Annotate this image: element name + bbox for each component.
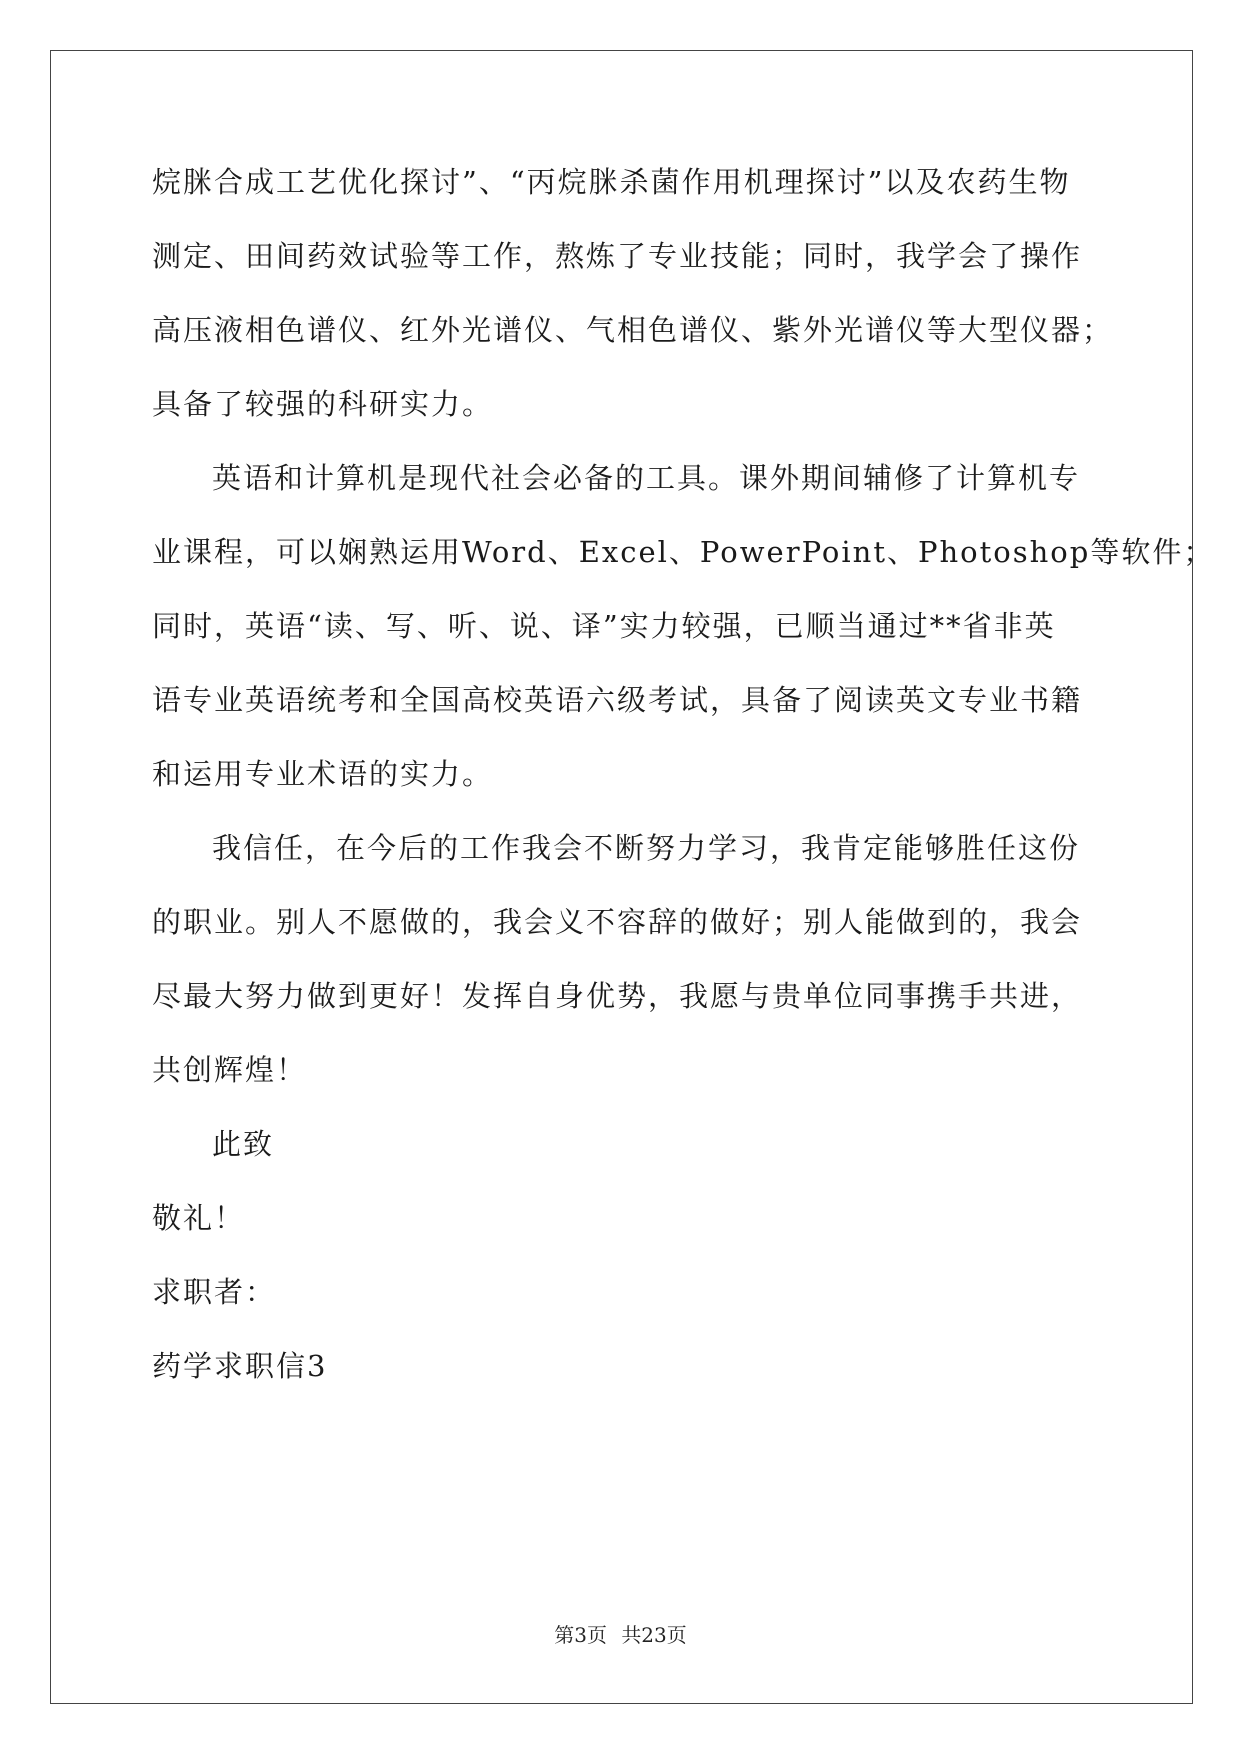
paragraph-1-line-3: 高压液相色谱仪、红外光谱仪、气相色谱仪、紫外光谱仪等大型仪器； bbox=[152, 313, 1114, 347]
page-frame bbox=[50, 50, 1193, 1704]
page-number: 第3页 bbox=[554, 1623, 607, 1647]
page-total: 共23页 bbox=[621, 1623, 687, 1647]
paragraph-3-line-2: 的职业。别人不愿做的，我会义不容辞的做好；别人能做到的，我会 bbox=[152, 905, 1083, 939]
next-section-heading: 药学求职信3 bbox=[152, 1349, 328, 1383]
signature-label: 求职者： bbox=[152, 1275, 277, 1309]
paragraph-3-line-4: 共创辉煌！ bbox=[152, 1053, 308, 1087]
paragraph-2-line-2: 业课程，可以娴熟运用Word、Excel、PowerPoint、Photoshop等软件； bbox=[152, 535, 1215, 569]
paragraph-2-line-1: 英语和计算机是现代社会必备的工具。课外期间辅修了计算机专 bbox=[212, 461, 1081, 495]
closing-salutation: 此致 bbox=[212, 1127, 275, 1161]
closing-regards: 敬礼！ bbox=[152, 1201, 246, 1235]
paragraph-3-line-3: 尽最大努力做到更好！发挥自身优势，我愿与贵单位同事携手共进， bbox=[152, 979, 1083, 1013]
page-footer bbox=[0, 1622, 1241, 1648]
paragraph-1-line-4: 具备了较强的科研实力。 bbox=[152, 387, 494, 421]
paragraph-2-line-3: 同时，英语“读、写、听、说、译”实力较强，已顺当通过**省非英 bbox=[152, 609, 1056, 643]
paragraph-2-line-5: 和运用专业术语的实力。 bbox=[152, 757, 494, 791]
paragraph-1-line-2: 测定、田间药效试验等工作，熬炼了专业技能；同时，我学会了操作 bbox=[152, 239, 1083, 273]
paragraph-3-line-1: 我信任，在今后的工作我会不断努力学习，我肯定能够胜任这份 bbox=[212, 831, 1081, 865]
paragraph-1-line-1: 烷脒合成工艺优化探讨”、“丙烷脒杀菌作用机理探讨”以及农药生物 bbox=[152, 165, 1071, 199]
paragraph-2-line-4: 语专业英语统考和全国高校英语六级考试，具备了阅读英文专业书籍 bbox=[152, 683, 1083, 717]
